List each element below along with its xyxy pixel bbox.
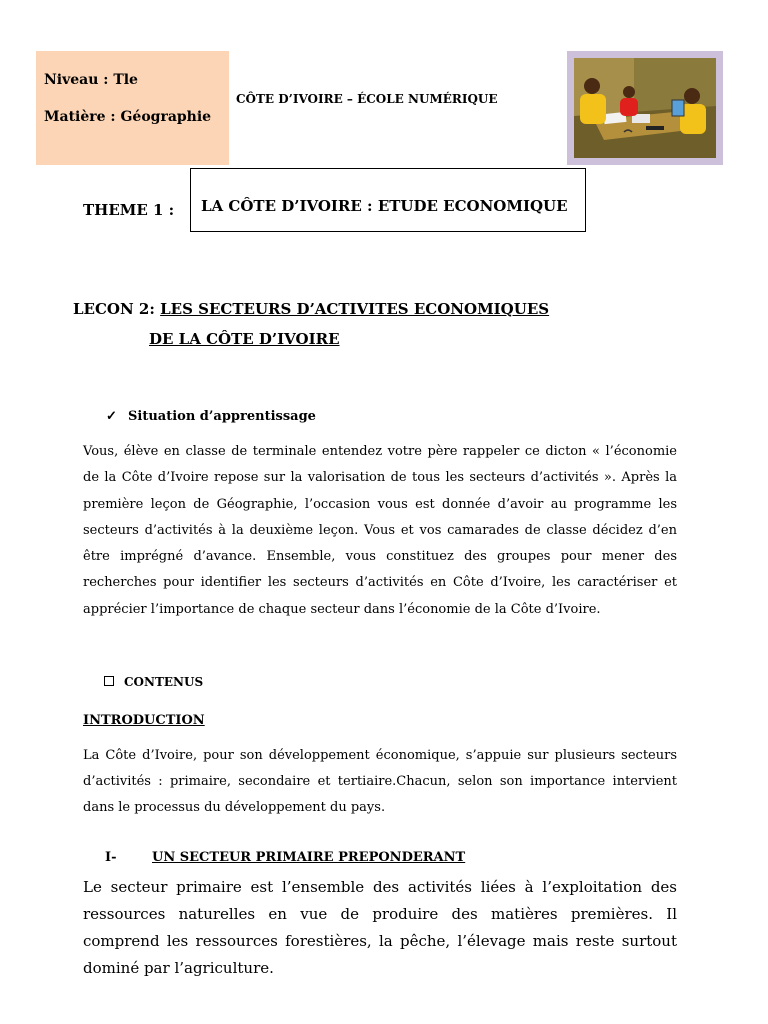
- situation-text: Vous, élève en classe de terminale entendez votre père rappeler ce dicton « l’économie de la Côte d’Ivoire repose sur la valorisation de tous les secteurs d’activités ». Après la première leçon de Géographie, l’occasion vous est donnée d’avoir au programme les secteurs d’activités à la deuxième leçon. Vous et vos camarades de classe décidez d’en être imprégné d’avance. Ensemble, vous constituez des groupes pour mener des recherches pour identifier les secteurs d’activités en Côte d’Ivoire, les caractériser et apprécier l’importance de chaque secteur dans l’économie de la Côte d’Ivoire.: [83, 444, 677, 617]
- theme-title: LA CÔTE D’IVOIRE : ETUDE ECONOMIQUE: [201, 197, 568, 215]
- section-text: Le secteur primaire est l’ensemble des activités liées à l’exploitation des ressources naturelles en vue de produire des matières premières. Il comprend les ressources forestières, la pêche, l’élevage mais reste surtout dominé par l’agriculture.: [83, 878, 677, 977]
- level-label: Niveau : Tle: [44, 72, 138, 88]
- school-title: CÔTE D’IVOIRE – ÉCOLE NUMÉRIQUE: [236, 92, 498, 106]
- lesson-prefix: LECON 2:: [73, 300, 161, 318]
- theme-box: [190, 168, 586, 232]
- situation-heading-row: [106, 409, 316, 424]
- square-bullet-icon: [104, 676, 114, 686]
- checkmark-icon: ✓: [106, 409, 117, 424]
- section-title: UN SECTEUR PRIMAIRE PREPONDERANT: [152, 850, 466, 865]
- section-number: I-: [105, 850, 117, 865]
- contenus-heading: CONTENUS: [124, 675, 204, 689]
- introduction-text: La Côte d’Ivoire, pour son développement économique, s’appuie sur plusieurs secteurs d’activités : primaire, secondaire et tertiaire.Chacun, selon son importance intervient dans le processus du développement du pays.: [83, 748, 677, 815]
- lesson-title: LES SECTEURS D’ACTIVITES ECONOMIQUES: [160, 300, 550, 318]
- header-info-box: [36, 51, 229, 165]
- situation-heading: Situation d’apprentissage: [128, 409, 316, 424]
- students-illustration: [574, 58, 716, 158]
- subject-label: Matière : Géographie: [44, 109, 212, 125]
- contenus-heading-row: [104, 675, 203, 689]
- illustration-frame: [567, 51, 723, 165]
- theme-label: THEME 1 :: [83, 201, 175, 219]
- introduction-heading: INTRODUCTION: [83, 713, 205, 728]
- lesson-title-line2: DE LA CÔTE D’IVOIRE: [149, 330, 340, 348]
- lesson-title-line1: [73, 300, 549, 318]
